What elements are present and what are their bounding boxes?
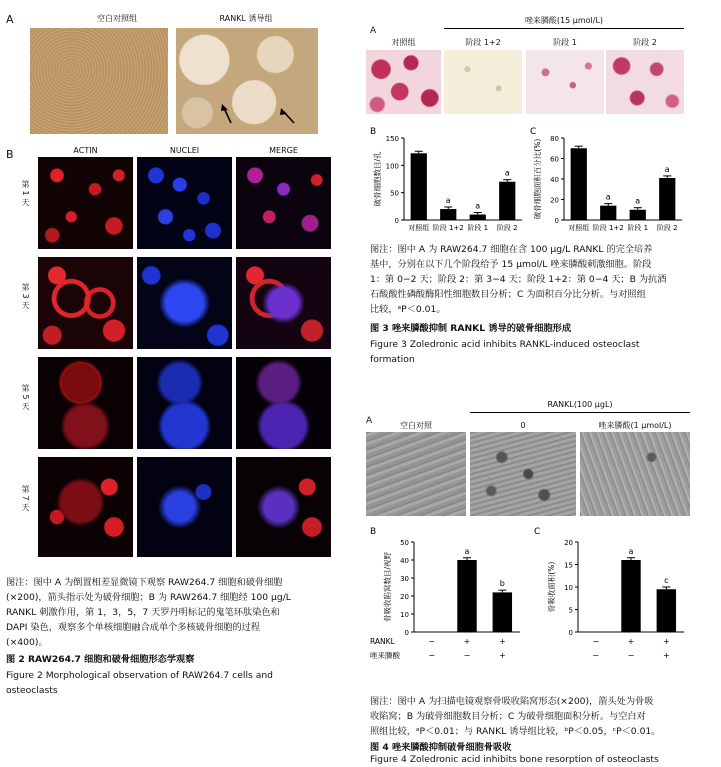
- fig4-rankl-sem-image: [470, 432, 576, 516]
- fig3-title-en-line: formation: [370, 354, 415, 365]
- day5-merge-image: [236, 357, 331, 449]
- y-tick-label: 150: [385, 135, 399, 143]
- day7-nuclei-image: [137, 457, 232, 557]
- bar: [470, 215, 486, 220]
- y-tick-label: 0: [554, 217, 559, 225]
- x-tick-label: 对照组: [408, 224, 430, 232]
- day1-merge-image: [236, 157, 331, 249]
- significance-label: c: [664, 576, 669, 585]
- day3-actin-image: [38, 257, 133, 349]
- significance-label: a: [664, 164, 670, 174]
- significance-label: b: [499, 579, 505, 589]
- y-tick-label: 80: [550, 135, 559, 143]
- fig2-caption: [6, 575, 336, 650]
- day5-nuclei-image: [137, 357, 232, 449]
- y-tick-label: 20: [550, 196, 559, 205]
- y-tick-label: 15: [564, 561, 573, 570]
- fig3-caption: [370, 242, 700, 317]
- y-axis-label: 骨吸收面积(%): [547, 561, 556, 613]
- day3-nuclei-image: [137, 257, 232, 349]
- significance-label: a: [445, 196, 451, 206]
- zol-row-label: 唑来膦酸: [370, 651, 400, 660]
- fig3-panel-a-label: A: [370, 26, 377, 36]
- row-label-day5: 第 5 天: [21, 384, 30, 411]
- fig4-zol-sem-image: [580, 432, 690, 516]
- fig3-chart-b: [366, 122, 536, 240]
- bar: [621, 560, 640, 632]
- fig3-chart-c: [526, 122, 696, 240]
- x-tick-label: 阶段 1+2: [592, 224, 624, 232]
- bar: [457, 560, 476, 632]
- significance-label: a: [464, 546, 470, 556]
- x-tick-label: 对照组: [568, 224, 590, 232]
- y-tick-label: 5: [568, 606, 573, 615]
- y-tick-label: 40: [550, 176, 559, 184]
- fig3-chart-c-label: C: [530, 127, 537, 137]
- fig2-control-phase-image: [30, 28, 168, 134]
- bar: [657, 589, 676, 632]
- fig4-col-control: 空白对照: [400, 421, 432, 430]
- day7-actin-image: [38, 457, 133, 557]
- row-label-day3: 第 3 天: [21, 283, 30, 310]
- fig2-title-cn: 图 2 RAW264.7 细胞和破骨细胞形态学观察: [6, 654, 195, 665]
- fig3-group-line: [444, 28, 684, 29]
- fig3-group-header: 唑来膦酸(15 μmol/L): [524, 16, 604, 25]
- fig2-panel-b-label: B: [6, 148, 14, 161]
- fig3-stage1-trap-image: [526, 50, 604, 114]
- x-tick-label: 阶段 2: [496, 224, 518, 232]
- col-header-nuclei: NUCLEI: [169, 146, 200, 155]
- rankl-sign: +: [627, 637, 635, 646]
- significance-label: a: [504, 168, 510, 178]
- bar: [411, 153, 427, 220]
- significance-label: a: [475, 201, 481, 211]
- fig2-rankl-phase-image: [176, 28, 318, 134]
- significance-label: a: [628, 546, 634, 556]
- significance-label: a: [635, 196, 641, 206]
- fig4-chart-b-label: B: [370, 527, 377, 537]
- fig4-caption-line: 收陷窝；B 为破骨细胞数目分析；C 为破骨细胞面积分析。与空白对: [370, 711, 646, 722]
- fig4-control-sem-image: [366, 432, 466, 516]
- fig2-caption-line: 图注：图中 A 为倒置相差显微镜下观察 RAW264.7 细胞和破骨细胞: [6, 577, 283, 588]
- fig3-title-en: [370, 337, 700, 367]
- y-tick-label: 10: [564, 584, 573, 592]
- fig3-control-trap-image: [366, 50, 441, 114]
- col-header-merge: MERGE: [269, 146, 298, 155]
- y-tick-label: 40: [400, 557, 409, 565]
- y-tick-label: 0: [394, 217, 399, 225]
- bar: [600, 206, 616, 220]
- y-tick-label: 20: [564, 539, 573, 547]
- x-tick-label: 阶段 1: [467, 224, 489, 232]
- fig2-rankl-title: RANKL 诱导组: [219, 14, 273, 23]
- fig3-caption-line: 石酸酸性磷酸酶阳性细胞数目分析；C 为面积百分比分析。与对照组: [370, 289, 646, 300]
- zol-sign: +: [498, 651, 506, 660]
- y-tick-label: 0: [404, 629, 409, 637]
- day5-actin-image: [38, 357, 133, 449]
- fig3-title-cn: 图 3 唑来膦酸抑制 RANKL 诱导的破骨细胞形成: [370, 323, 572, 334]
- rankl-sign: +: [463, 637, 471, 646]
- bar: [493, 592, 512, 632]
- bar: [571, 148, 587, 220]
- fig4-title-cn: 图 4 唑来膦酸抑制破骨细胞骨吸收: [370, 742, 512, 753]
- fig4-chart-b: [366, 522, 532, 672]
- fig2-title-en-line: Figure 2 Morphological observation of RAW264.7 cells and: [6, 670, 273, 681]
- y-tick-label: 0: [568, 629, 573, 637]
- fig3-col-stage1: 阶段 1: [553, 38, 577, 47]
- row-label-day1: 第 1 天: [21, 180, 30, 207]
- fig3-caption-line: 基中，分别在以下几个阶段给予 15 μmol/L 唑来膦酸刺激细胞。阶段: [370, 259, 652, 270]
- fig4-col-zero: 0: [520, 421, 526, 430]
- day1-actin-image: [38, 157, 133, 249]
- fig3-col-control: 对照组: [391, 38, 416, 47]
- fig2-title-en-line: osteoclasts: [6, 685, 58, 696]
- fig2-caption-line: (×400)。: [6, 637, 48, 648]
- fig3-caption-line: 比较，ᵃP＜0.01。: [370, 304, 446, 315]
- x-tick-label: 阶段 1: [627, 224, 649, 232]
- fig4-caption: [370, 694, 710, 739]
- fig4-group-header: RANKL(100 μgL): [547, 400, 613, 409]
- fig2-caption-line: RANKL 刺激作用，第 1，3，5，7 天罗丹明标记的鬼笔环肽染色和: [6, 607, 280, 618]
- fig2-caption-line: (×200)，箭头指示处为破骨细胞；B 为 RAW264.7 细胞经 100 μg/L: [6, 592, 291, 603]
- zol-sign: −: [463, 651, 471, 660]
- y-tick-label: 30: [400, 575, 409, 583]
- significance-label: a: [605, 192, 611, 202]
- bar: [499, 182, 515, 220]
- y-tick-label: 100: [385, 162, 399, 171]
- fig2-control-title: 空白对照组: [97, 14, 137, 23]
- fig4-title-en: Figure 4 Zoledronic acid inhibits bone resorption of osteoclasts: [370, 754, 659, 765]
- zol-sign: −: [627, 651, 635, 660]
- y-axis-label: 破骨细胞面积百分比(%): [533, 138, 542, 220]
- zol-sign: −: [428, 651, 436, 660]
- zol-sign: +: [662, 651, 670, 660]
- y-tick-label: 20: [400, 593, 409, 601]
- day1-nuclei-image: [137, 157, 232, 249]
- fig4-chart-c: [530, 522, 696, 672]
- fig3-stage12-trap-image: [444, 50, 522, 114]
- day7-merge-image: [236, 457, 331, 557]
- y-tick-label: 10: [400, 611, 409, 619]
- fig3-caption-line: 1：第 0−2 天；阶段 2：第 3−4 天；阶段 1+2：第 0−4 天；B 为抗酒: [370, 274, 667, 285]
- fig3-caption-line: 图注：图中 A 为 RAW264.7 细胞在含 100 μg/L RANKL 的完全培养: [370, 244, 653, 255]
- y-tick-label: 50: [390, 189, 399, 198]
- bar: [440, 209, 456, 220]
- fig4-caption-line: 图注：图中 A 为扫描电镜观察骨吸收陷窝形态(×200)，箭头处为骨吸: [370, 696, 654, 707]
- fig3-title-en-line: Figure 3 Zoledronic acid inhibits RANKL-induced osteoclast: [370, 339, 640, 350]
- x-tick-label: 阶段 1+2: [432, 224, 464, 232]
- fig4-chart-c-label: C: [534, 527, 541, 537]
- rankl-sign: −: [592, 637, 600, 646]
- fig2-arrow-icons: [176, 28, 318, 134]
- fig3-chart-b-label: B: [370, 127, 377, 137]
- x-tick-label: 阶段 2: [656, 224, 678, 232]
- fig4-col-zol: 唑来膦酸(1 μmol/L): [598, 421, 672, 430]
- day3-merge-image: [236, 257, 331, 349]
- fig3-col-stage12: 阶段 1+2: [465, 38, 501, 47]
- rankl-sign: +: [662, 637, 670, 646]
- rankl-sign: +: [498, 637, 506, 646]
- bar: [630, 210, 646, 220]
- fig4-group-line: [470, 412, 690, 413]
- col-header-actin: ACTIN: [73, 146, 98, 155]
- row-label-day7: 第 7 天: [21, 485, 30, 512]
- fig2-panel-a-label: A: [6, 13, 14, 26]
- rankl-sign: −: [428, 637, 436, 646]
- fig2-title-en: [6, 668, 326, 698]
- rankl-row-label: RANKL: [370, 637, 395, 646]
- fig4-caption-line: 照组比较，ᵃP＜0.01；与 RANKL 诱导组比较，ᵇP＜0.05，ᶜP＜0.01。: [370, 726, 661, 737]
- fig3-col-stage2: 阶段 2: [633, 38, 657, 47]
- y-tick-label: 50: [400, 539, 409, 547]
- fig4-panel-a-label: A: [366, 416, 373, 426]
- y-axis-label: 骨吸收陷窝数目/视野: [383, 551, 392, 623]
- fig2-caption-line: DAPI 染色，观察多个单核细胞融合成单个多核破骨细胞的过程: [6, 622, 261, 633]
- fig3-stage2-trap-image: [606, 50, 684, 114]
- bar: [659, 178, 675, 220]
- y-tick-label: 60: [550, 155, 559, 164]
- zol-sign: −: [592, 651, 600, 660]
- y-axis-label: 破骨细胞数目/孔: [373, 151, 382, 207]
